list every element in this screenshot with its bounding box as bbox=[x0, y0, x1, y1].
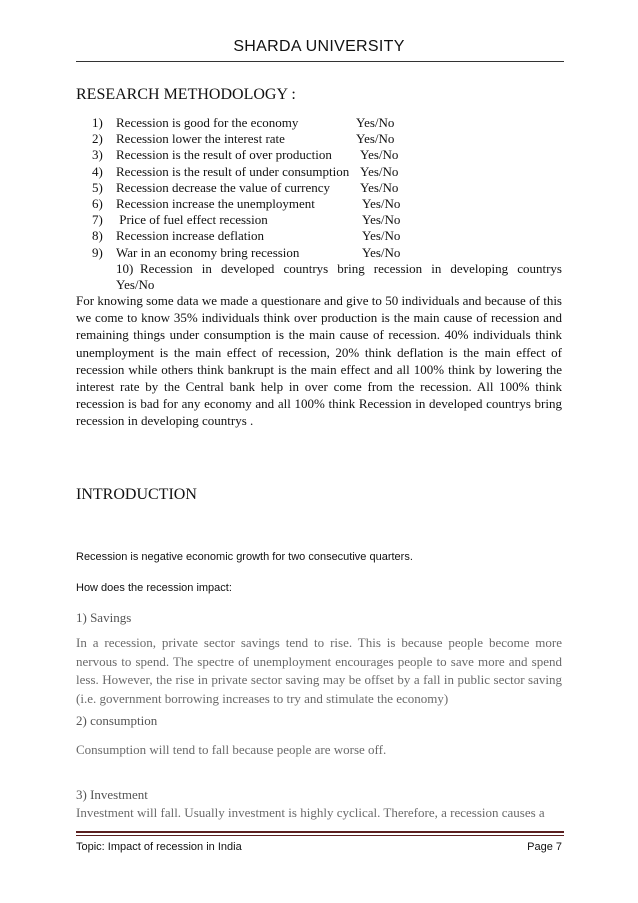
savings-heading: 1) Savings bbox=[76, 610, 132, 625]
list-item: 1) Recession is good for the economy Yes/No bbox=[92, 115, 395, 130]
recession-definition: Recession is negative economic growth for two consecutive quarters. bbox=[76, 551, 413, 563]
list-item: 4) Recession is the result of under consumption Yes/No bbox=[92, 163, 399, 179]
investment-paragraph: Investment will fall. Usually investment is highly cyclical. Therefore, a recession causes a bbox=[76, 805, 545, 820]
list-item: 7) Price of fuel effect recession Yes/No bbox=[92, 212, 401, 228]
questionnaire-list bbox=[92, 115, 562, 293]
research-methodology-heading: RESEARCH METHODOLOGY : bbox=[76, 86, 296, 103]
list-item: 10) Recession in developed countrys bring recession in developing countrys Yes/No bbox=[116, 260, 562, 293]
footer-topic: Topic: Impact of recession in India bbox=[76, 841, 242, 853]
impact-question: How does the recession impact: bbox=[76, 582, 232, 594]
introduction-heading: INTRODUCTION bbox=[76, 486, 197, 503]
consumption-heading: 2) consumption bbox=[76, 713, 158, 728]
consumption-paragraph: Consumption will tend to fall because people are worse off. bbox=[76, 742, 387, 757]
page-number: Page 7 bbox=[527, 841, 562, 853]
footer-divider bbox=[76, 831, 564, 833]
list-item: 3) Recession is the result of over production Yes/No bbox=[92, 147, 399, 163]
list-item: 8) Recession increase deflation Yes/No bbox=[92, 228, 401, 244]
savings-paragraph: In a recession, private sector savings tend to rise. This is because people become more nervous to spend. The spectre of unemployment encourages people to save more and spend less. However, the rise in private sector saving may be offset by a fall in public sector saving (i.e. government borrowing increases to try and stimulate the economy) bbox=[76, 635, 562, 706]
research-summary-paragraph: For knowing some data we made a questionare and give to 50 individuals and because of this we come to know 35% individuals think over production is the main cause of recession and remaining things under consumption is the main cause of recession. 40% individuals think unemployment is the main effect of recession, 20% think deflation is the main effect of recession while others think bankrupt is the main effect and all 100% think by lowering the interest rate by the Central bank help in over come from the recession. All 100% think recession is bad for any economy and all 100% think Recession in developed countrys bring recession in developing countrys . bbox=[76, 293, 562, 429]
list-item: 9) War in an economy bring recession Yes/No bbox=[92, 244, 401, 260]
list-item: 5) Recession decrease the value of currency Yes/No bbox=[92, 179, 399, 195]
list-item: 2) Recession lower the interest rate Yes/No bbox=[92, 131, 395, 147]
footer-divider-thin bbox=[76, 835, 564, 836]
header-divider bbox=[76, 61, 564, 62]
list-item: 6) Recession increase the unemployment Yes/No bbox=[92, 196, 401, 212]
page-header-title: SHARDA UNIVERSITY bbox=[233, 38, 405, 55]
investment-heading: 3) Investment bbox=[76, 787, 148, 802]
